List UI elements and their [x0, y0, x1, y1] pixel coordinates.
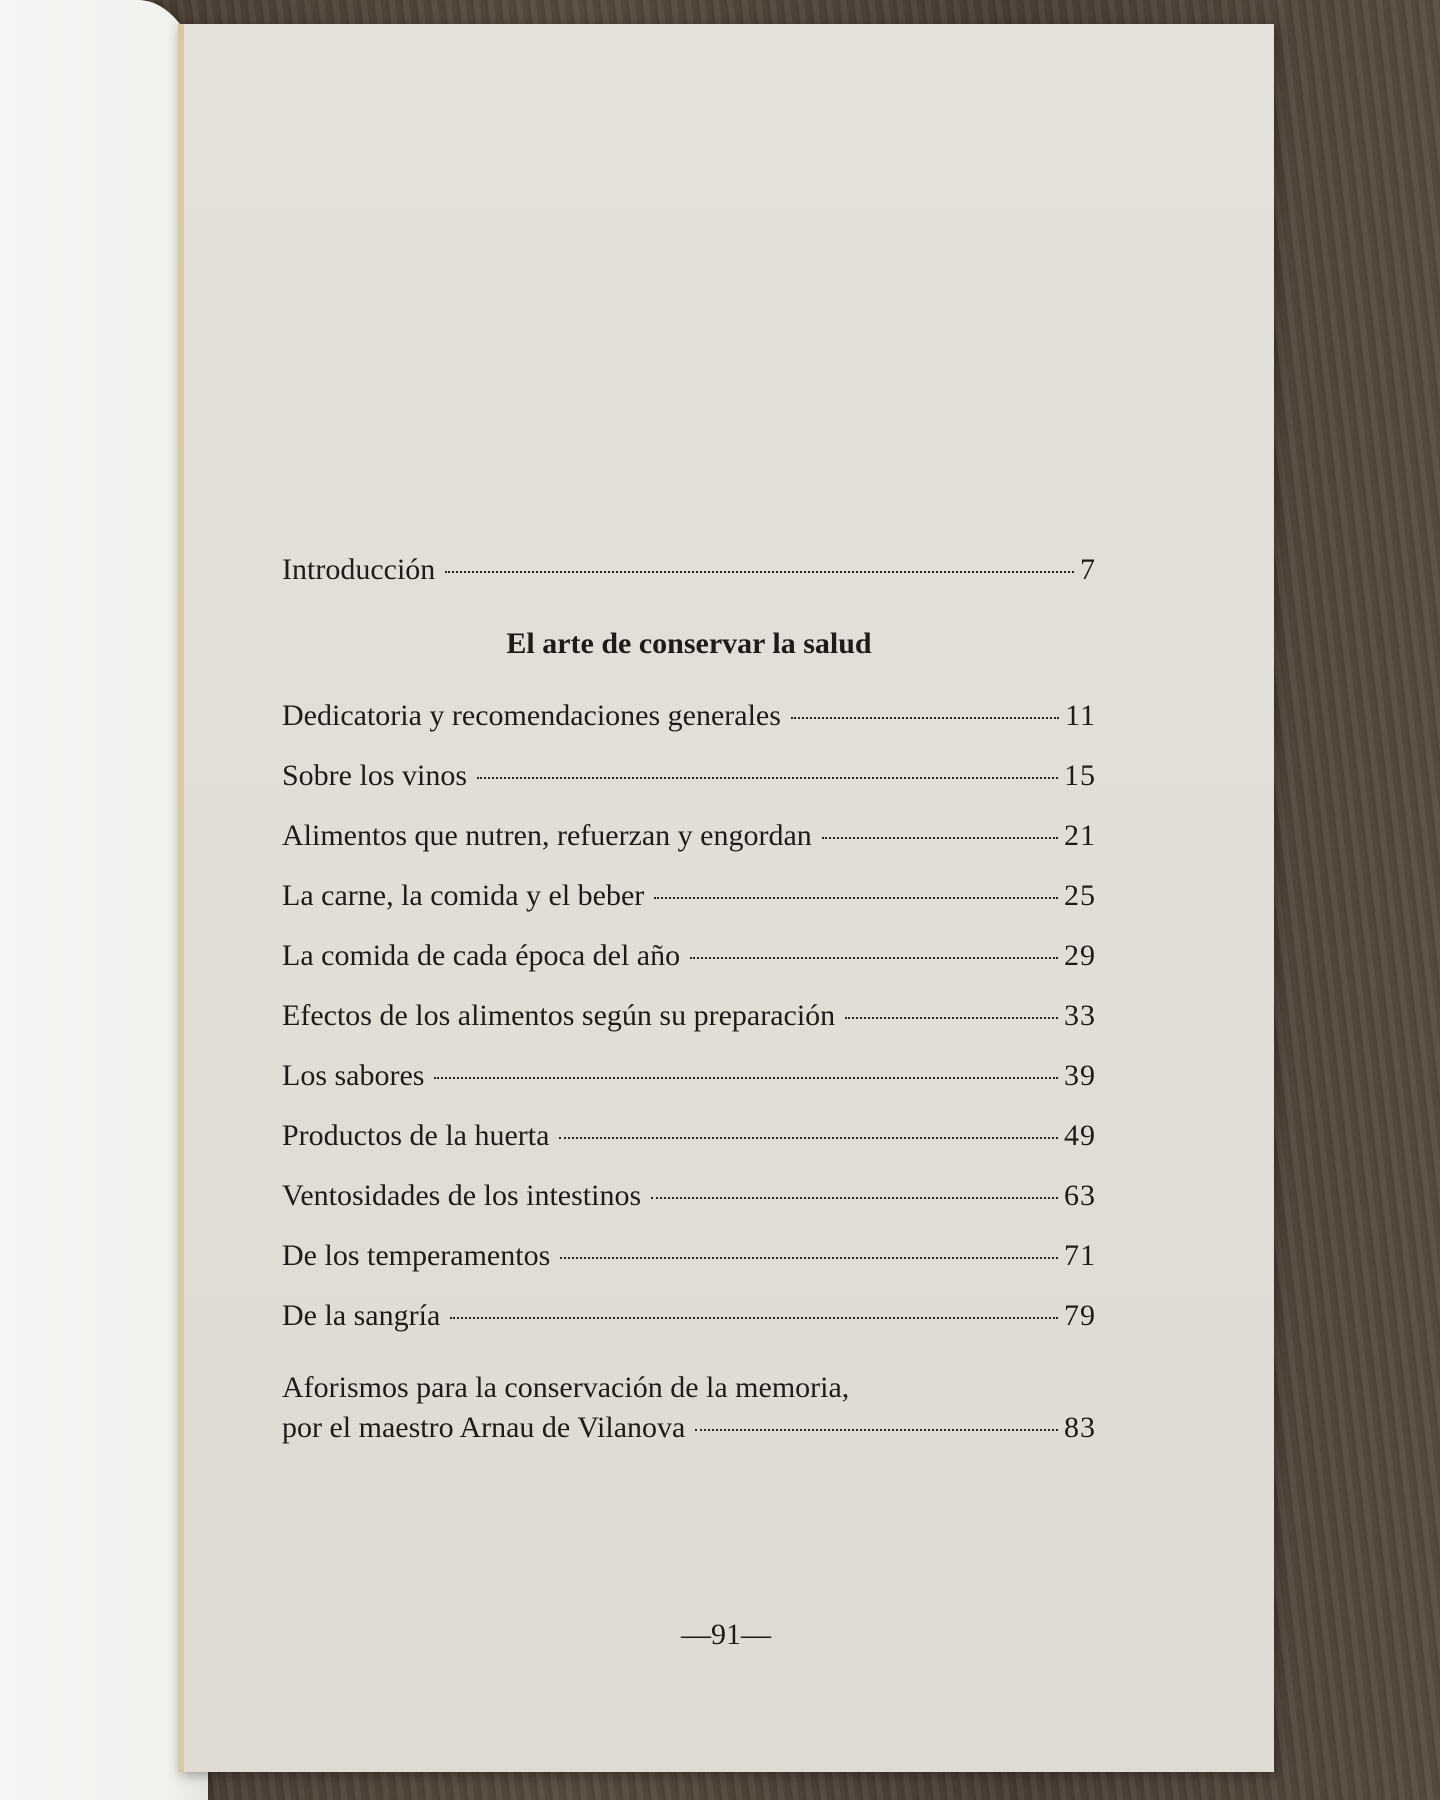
toc-entry: [282, 1046, 1096, 1106]
toc-entry: [282, 746, 1096, 806]
toc-entry: [282, 806, 1096, 866]
toc-entry-title: Ventosidades de los intestinos: [282, 1179, 642, 1212]
table-of-contents: [282, 540, 1096, 1448]
toc-entry-page: 11: [1065, 699, 1096, 732]
page-number: —91—: [681, 1618, 771, 1651]
toc-entry-title: Introducción: [282, 553, 436, 586]
toc-entry-title: La carne, la comida y el beber: [282, 879, 645, 912]
toc-entry-page: 79: [1064, 1299, 1096, 1332]
dot-leader: [559, 1137, 1058, 1139]
toc-entry-title: Efectos de los alimentos según su preparación: [282, 999, 836, 1032]
toc-entry: [282, 866, 1096, 926]
toc-entries: [282, 686, 1096, 1346]
toc-entry-title: La comida de cada época del año: [282, 939, 681, 972]
toc-entry-title: Productos de la huerta: [282, 1119, 550, 1152]
toc-entry-aforismos: [282, 1368, 1096, 1448]
toc-entry: [282, 1286, 1096, 1346]
toc-entry-page: 63: [1064, 1179, 1096, 1212]
dot-leader: [651, 1197, 1058, 1199]
toc-entry-page: 83: [1064, 1411, 1096, 1444]
toc-entry-title: De la sangría: [282, 1299, 441, 1332]
dot-leader: [690, 957, 1058, 959]
toc-entry-page: 15: [1064, 759, 1096, 792]
dot-leader: [822, 837, 1058, 839]
dot-leader: [695, 1429, 1058, 1431]
toc-entry-page: 49: [1064, 1119, 1096, 1152]
dot-leader: [434, 1077, 1058, 1079]
toc-entry: [282, 926, 1096, 986]
toc-entry-title: Los sabores: [282, 1059, 425, 1092]
toc-entry-title: Alimentos que nutren, refuerzan y engordan: [282, 819, 812, 852]
toc-entry-page: 33: [1064, 999, 1096, 1032]
dot-leader: [450, 1317, 1058, 1319]
toc-entry-title-line2: por el maestro Arnau de Vilanova: [282, 1411, 686, 1444]
toc-entry: [282, 686, 1096, 746]
dot-leader: [445, 571, 1074, 573]
dot-leader: [477, 777, 1058, 779]
section-heading: El arte de conservar la salud: [506, 627, 872, 660]
toc-entry-page: 7: [1080, 553, 1096, 586]
dot-leader: [845, 1017, 1058, 1019]
toc-entry-page: 25: [1064, 879, 1096, 912]
toc-entry-title: Sobre los vinos: [282, 759, 468, 792]
left-page: [0, 0, 208, 1800]
toc-entry: [282, 986, 1096, 1046]
toc-entry-page: 29: [1064, 939, 1096, 972]
toc-entry: [282, 1166, 1096, 1226]
toc-entry-last-line: [282, 1408, 1096, 1448]
toc-entry-title-line1: Aforismos para la conservación de la memoria,: [282, 1371, 850, 1404]
toc-entry: [282, 1226, 1096, 1286]
toc-entry-title: Dedicatoria y recomendaciones generales: [282, 699, 781, 732]
toc-entry-page: 39: [1064, 1059, 1096, 1092]
toc-entry-introduccion: [282, 540, 1096, 600]
toc-entry-page: 71: [1064, 1239, 1096, 1272]
toc-entry-title: De los temperamentos: [282, 1239, 551, 1272]
dot-leader: [654, 897, 1058, 899]
dot-leader: [560, 1257, 1058, 1259]
toc-entry: [282, 1106, 1096, 1166]
toc-entry-page: 21: [1064, 819, 1096, 852]
dot-leader: [791, 717, 1059, 719]
